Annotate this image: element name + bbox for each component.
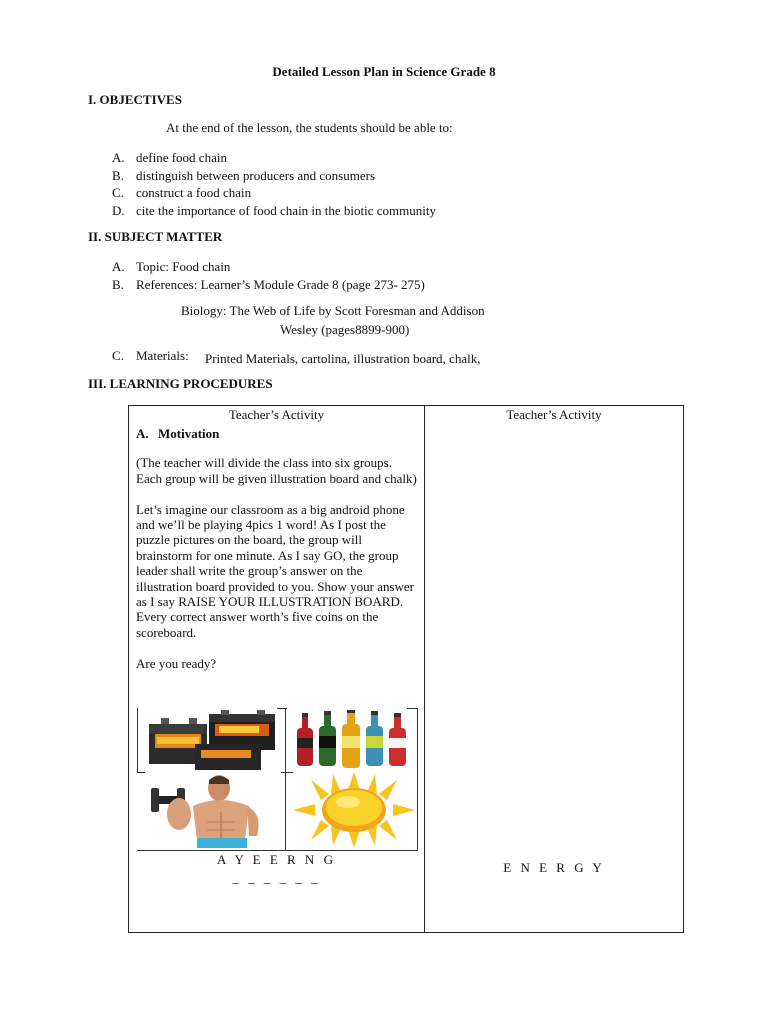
objectives-intro: At the end of the lesson, the students should be able to: bbox=[166, 120, 453, 135]
ready-question: Are you ready? bbox=[136, 655, 217, 671]
list-item: A. define food chain bbox=[112, 150, 227, 165]
scrambled-letters: A Y E E R N G bbox=[217, 852, 336, 867]
list-item: B. References: Learner’s Module Grade 8 (page 273- 275) bbox=[112, 276, 425, 292]
list-item: B. distinguish between producers and consumers bbox=[112, 167, 376, 183]
answer-word: E N E R G Y bbox=[503, 860, 605, 875]
column-divider bbox=[424, 406, 425, 932]
subject-matter-heading: II. SUBJECT MATTER bbox=[88, 229, 223, 244]
bodybuilder-icon bbox=[149, 774, 275, 848]
scoring-paragraph: Every correct answer worth’s five coins on the scoreboard. bbox=[136, 609, 379, 640]
list-item: C. construct a food chain bbox=[112, 185, 252, 200]
car-battery-icon bbox=[145, 710, 280, 772]
procedures-table bbox=[128, 405, 684, 933]
materials-value: Printed Materials, cartolina, illustration board, chalk, bbox=[205, 351, 481, 366]
objectives-heading: I. OBJECTIVES bbox=[88, 92, 182, 107]
document-title: Detailed Lesson Plan in Science Grade 8 bbox=[272, 64, 496, 79]
soda-bottles-icon bbox=[293, 710, 415, 770]
list-item: A. Topic: Food chain bbox=[112, 259, 231, 274]
game-paragraph: Let’s imagine our classroom as a big android phone and we’ll be playing 4pics 1 word! As I post the puzzle pictures on the board, the group will brainstorm for one minute. As I say GO, the group leader shall write the group’s answer on the illustration board provided to you. Show your answer as I say RAISE YOUR ILLUSTRATION BOARD. bbox=[136, 501, 415, 610]
col2-header: Teacher’s Activity bbox=[506, 407, 602, 422]
list-item: D. cite the importance of food chain in the biotic community bbox=[112, 202, 436, 218]
instruction-paragraph: (The teacher will divide the class into six groups. Each group will be given illustration board and chalk) bbox=[136, 455, 417, 486]
materials-row: C. Materials: bbox=[112, 348, 189, 363]
subject-matter-list bbox=[112, 258, 425, 293]
teacher-activity-content bbox=[136, 426, 419, 686]
sun-icon bbox=[293, 772, 415, 848]
four-pics-grid bbox=[137, 708, 418, 851]
answer-blanks: _ _ _ _ _ _ bbox=[232, 870, 321, 885]
motivation-subheading: A. Motivation bbox=[136, 426, 220, 441]
reference-line-2: Wesley (pages8899-900) bbox=[280, 322, 410, 337]
col1-header: Teacher’s Activity bbox=[228, 407, 325, 422]
objectives-list bbox=[112, 149, 436, 219]
procedures-heading: III. LEARNING PROCEDURES bbox=[88, 376, 273, 391]
reference-line-1: Biology: The Web of Life by Scott Foresman and Addison bbox=[181, 303, 485, 318]
